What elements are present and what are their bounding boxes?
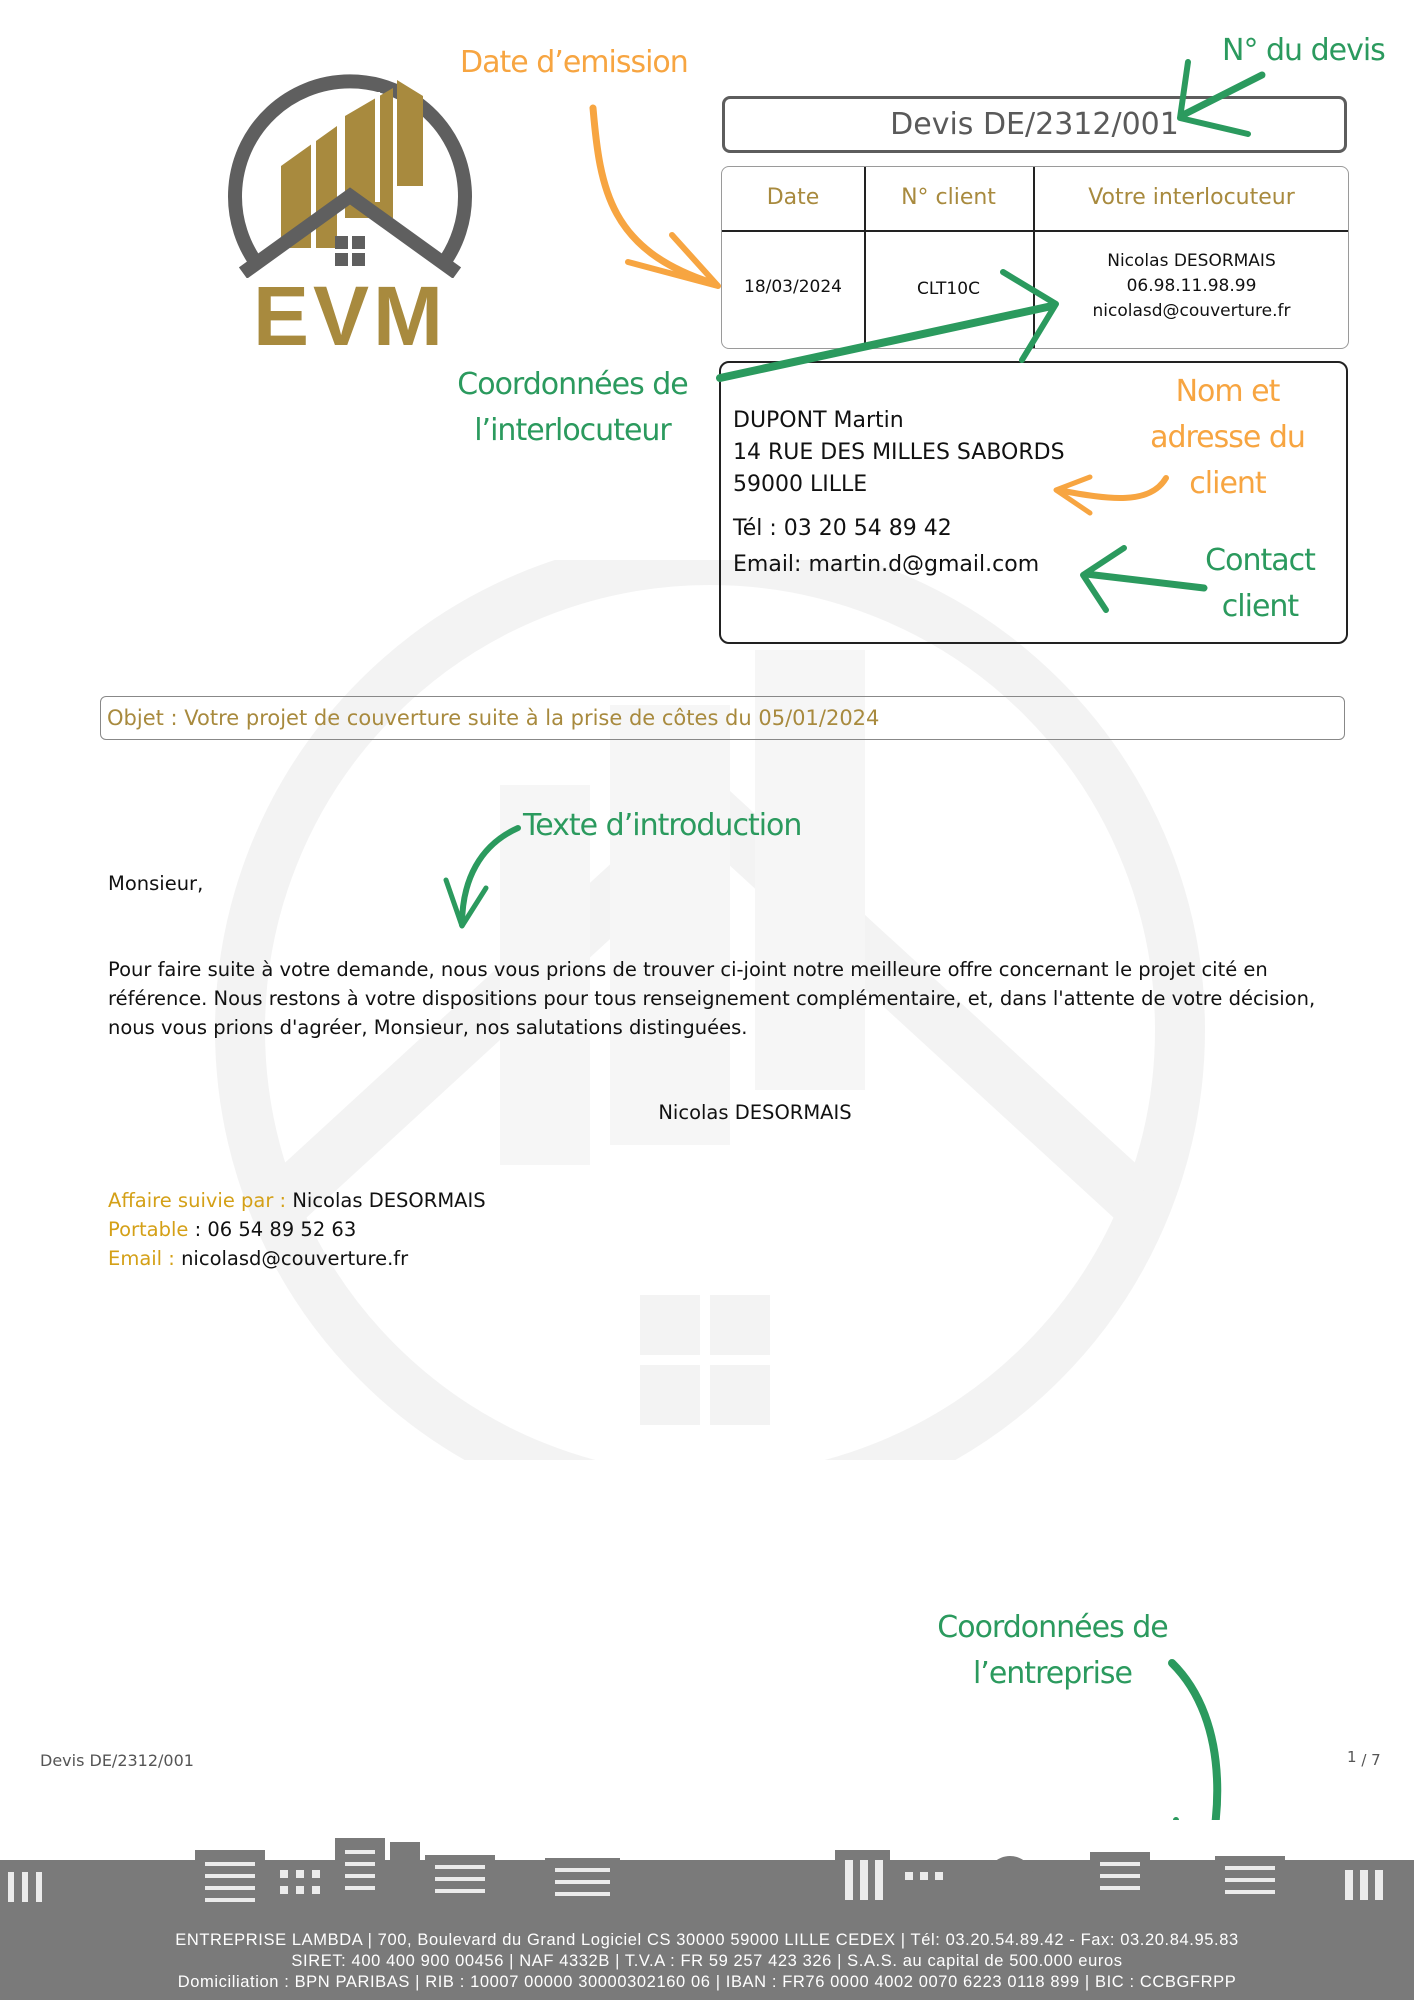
footer-line: SIRET: 400 400 900 00456 | NAF 4332B | T.V.A : FR 59 257 423 326 | S.A.S. au capital de 500.000 euros	[291, 1952, 1123, 1970]
building-house-logo-icon	[225, 68, 475, 278]
client-address-line2: 59000 LILLE	[733, 472, 868, 497]
page-total: 7	[1371, 1751, 1381, 1769]
interlocuteur-name: Nicolas DESORMAIS	[1107, 251, 1276, 271]
arrow-date-emission	[593, 108, 712, 283]
cell-interlocuteur	[1033, 249, 1350, 324]
cell-date: 18/03/2024	[744, 277, 842, 297]
client-name: DUPONT Martin	[733, 408, 904, 433]
email-value: nicolasd@couverture.fr	[181, 1247, 409, 1270]
annotation-contact-client	[1185, 538, 1335, 630]
annotation-date-emission: Date d’emission	[460, 45, 688, 80]
annotation-line: client	[1189, 466, 1266, 501]
interlocuteur-phone: 06.98.11.98.99	[1126, 276, 1257, 296]
table-divider	[722, 230, 1348, 232]
annotation-line: Nom et	[1175, 374, 1280, 409]
footer-line: ENTREPRISE LAMBDA | 700, Boulevard du Grand Logiciel CS 30000 59000 LILLE CEDEX | Tél: 03.20.54.89.42 - Fax: 03.20.84.95.83	[175, 1931, 1239, 1949]
devis-info-table	[721, 166, 1349, 349]
devis-number-box: Devis DE/2312/001	[722, 96, 1347, 153]
footer-devis-ref: Devis DE/2312/001	[40, 1751, 194, 1770]
page-separator: /	[1361, 1751, 1372, 1769]
page-number	[1347, 1748, 1381, 1769]
affaire-label: Affaire suivie par :	[108, 1189, 293, 1212]
arrow-date-emission-head	[628, 235, 718, 286]
annotation-line: client	[1221, 589, 1299, 624]
company-logo	[225, 68, 475, 363]
portable-label: Portable	[108, 1218, 189, 1241]
annotation-texte-intro: Texte d’introduction	[523, 808, 802, 843]
header-client-number: N° client	[901, 185, 996, 210]
affaire-value: Nicolas DESORMAIS	[292, 1189, 486, 1212]
paragraph-line: Pour faire suite à votre demande, nous vous prions de trouver ci-joint notre meilleure offre concernant le projet cité en	[108, 958, 1268, 981]
greeting: Monsieur,	[108, 872, 204, 895]
annotation-line: l’interlocuteur	[474, 413, 671, 448]
header-date: Date	[766, 185, 820, 210]
annotation-line: adresse du	[1150, 420, 1305, 455]
annotation-line: Coordonnées de	[937, 1610, 1168, 1645]
portable-value: : 06 54 89 52 63	[188, 1218, 357, 1241]
paragraph-line: nous vous prions d'agréer, Monsieur, nos salutations distinguées.	[108, 1016, 748, 1039]
company-footer-info	[0, 1930, 1414, 1993]
annotation-coord-entreprise	[920, 1605, 1185, 1697]
client-email: Email: martin.d@gmail.com	[733, 552, 1040, 577]
annotation-no-devis: N° du devis	[1222, 33, 1385, 68]
cell-client-number: CLT10C	[917, 279, 980, 299]
page-current: 1	[1347, 1748, 1357, 1766]
annotation-line: l’entreprise	[972, 1656, 1133, 1691]
header-interlocuteur: Votre interlocuteur	[1088, 185, 1295, 210]
annotation-nom-adresse	[1140, 369, 1315, 507]
client-phone: Tél : 03 20 54 89 42	[733, 516, 952, 541]
annotation-coord-interlocuteur	[440, 362, 705, 454]
objet-line: Objet : Votre projet de couverture suite à la prise de côtes du 05/01/2024	[100, 696, 1345, 740]
interlocuteur-email: nicolasd@couverture.fr	[1092, 301, 1291, 321]
paragraph-line: référence. Nous restons à votre dispositions pour tous renseignement complémentaire, et, dans l'attente de votre décision,	[108, 987, 1316, 1010]
signature: Nicolas DESORMAIS	[658, 1101, 852, 1124]
annotation-line: Coordonnées de	[457, 367, 688, 402]
footer-line: Domiciliation : BPN PARIBAS | RIB : 10007 00000 30000302160 06 | IBAN : FR76 0000 4002 0070 6223 0118 899 | BIC : CCBGFRPP	[177, 1973, 1237, 1991]
email-label: Email :	[108, 1247, 182, 1270]
contact-block	[108, 1186, 486, 1273]
client-address-line1: 14 RUE DES MILLES SABORDS	[733, 440, 1065, 465]
intro-paragraph	[108, 955, 1358, 1042]
logo-text: EVM	[252, 269, 448, 363]
annotation-line: Contact	[1205, 543, 1315, 578]
